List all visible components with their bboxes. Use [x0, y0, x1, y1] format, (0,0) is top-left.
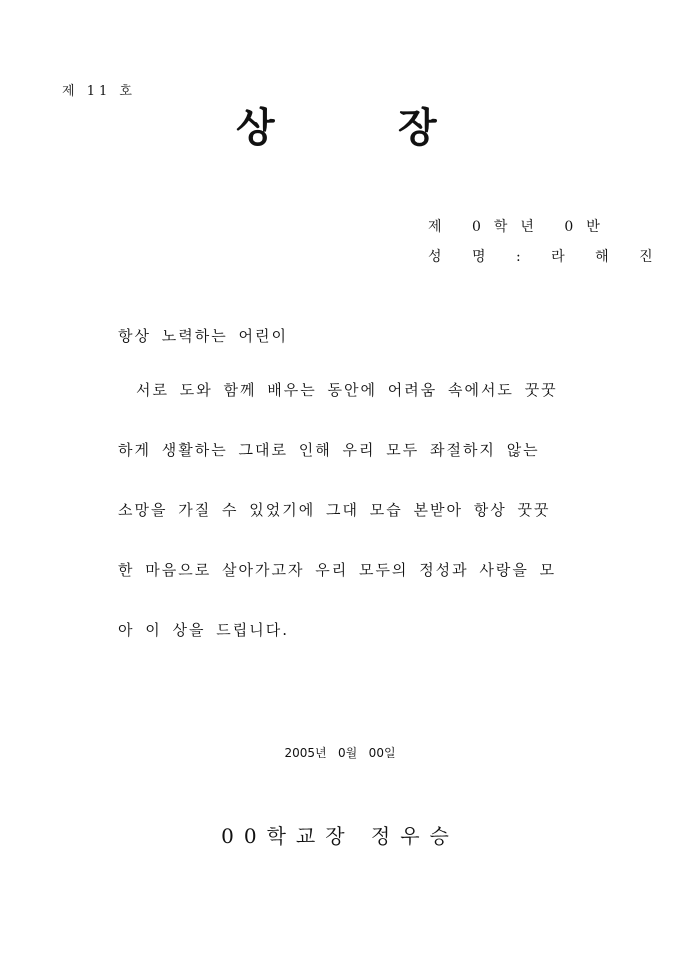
body-line-2: 서로 도와 함께 배우는 동안에 어려움 속에서도 꿋꿋: [136, 381, 558, 399]
recipient-class: 제 0학년 0반: [428, 219, 613, 235]
body-line-3: 하게 생활하는 그대로 인해 우리 모두 좌절하지 않는: [118, 441, 540, 459]
title-char-1: 상: [236, 105, 275, 151]
title-char-2: 장: [398, 105, 437, 151]
body-line-4: 소망을 가질 수 있었기에 그대 모습 본받아 항상 꿋꿋: [118, 501, 551, 519]
body-line-1: 항상 노력하는 어린이: [118, 327, 288, 345]
award-date: 2005년 0월 00일: [284, 746, 396, 760]
certificate-number: 제 11 호: [62, 84, 136, 99]
certificate-title: [0, 100, 680, 156]
signer-name: 00학교장 정우승: [221, 824, 459, 848]
body-line-5: 한 마음으로 살아가고자 우리 모두의 정성과 사랑을 모: [118, 561, 557, 579]
body-line-6: 아 이 상을 드립니다.: [118, 621, 289, 639]
award-body: [118, 322, 578, 676]
recipient-block: [428, 216, 666, 276]
recipient-name: 성 명 : 라 해 진: [428, 249, 666, 265]
